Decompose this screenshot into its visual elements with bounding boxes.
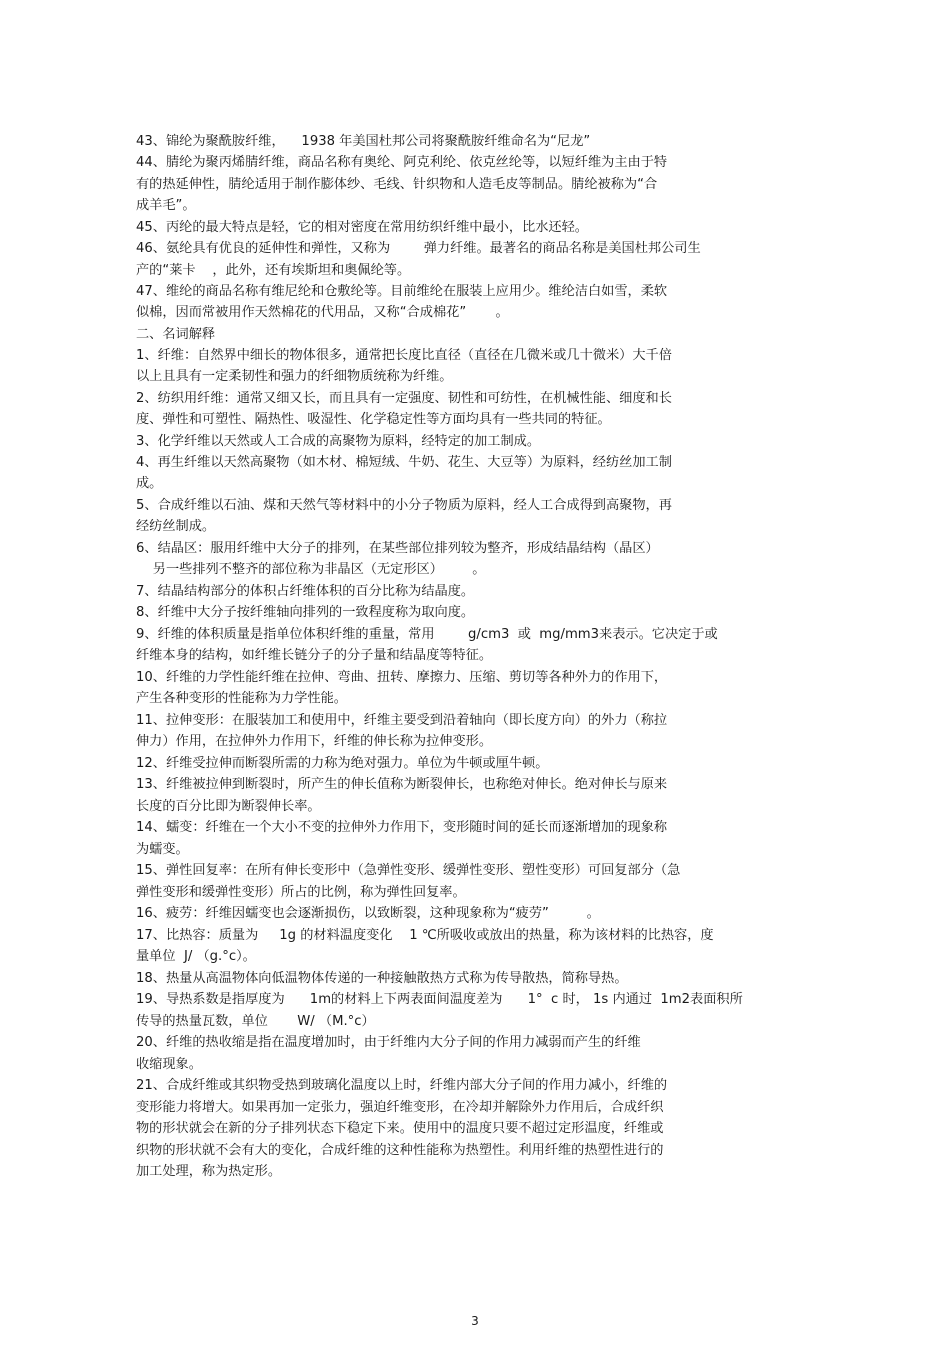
text-line: 弹性变形和缓弹性变形）所占的比例，称为弹性回复率。	[136, 885, 466, 900]
text-line: 47、维纶的商品名称有维尼纶和仓敷纶等。目前维纶在服装上应用少。维纶洁白如雪，柔软	[136, 284, 668, 299]
text-line: 15、弹性回复率：在所有伸长变形中（急弹性变形、缓弹性变形、塑性变形）可回复部分（急	[136, 863, 681, 878]
text-line: 13、纤维被拉伸到断裂时，所产生的伸长值称为断裂伸长，也称绝对伸长。绝对伸长与原来	[136, 777, 668, 792]
text-line: 5、合成纤维以石油、煤和天然气等材料中的小分子物质为原料，经人工合成得到高聚物，再	[136, 498, 672, 513]
text-line: 17、比热容：质量为 1g 的材料温度变化 1 ℃所吸收或放出的热量，称为该材料的比热容，度	[136, 928, 714, 943]
text-line: 另一些排列不整齐的部位称为非晶区（无定形区） 。	[136, 562, 486, 577]
text-line: 成。	[136, 476, 163, 491]
text-line: 4、再生纤维以天然高聚物（如木材、棉短绒、牛奶、花生、大豆等）为原料，经纺丝加工制	[136, 455, 672, 470]
text-line: 以上且具有一定柔韧性和强力的纤细物质统称为纤维。	[136, 369, 453, 384]
text-line: 为蠕变。	[136, 842, 189, 857]
text-line: 2、纺织用纤维：通常又细又长，而且具有一定强度、韧性和可纺性，在机械性能、细度和长	[136, 391, 672, 406]
text-line: 7、结晶结构部分的体积占纤维体积的百分比称为结晶度。	[136, 584, 475, 599]
text-line: 长度的百分比即为断裂伸长率。	[136, 799, 321, 814]
text-line: 11、拉伸变形：在服装加工和使用中，纤维主要受到沿着轴向（即长度方向）的外力（称拉	[136, 713, 668, 728]
text-line: 10、纤维的力学性能纤维在拉伸、弯曲、扭转、摩擦力、压缩、剪切等各种外力的作用下，	[136, 670, 668, 685]
text-line: 成羊毛”。	[136, 198, 196, 213]
text-line: 16、疲劳：纤维因蠕变也会逐渐损伤，以致断裂，这种现象称为“疲劳” 。	[136, 906, 600, 921]
text-line: 12、纤维受拉伸而断裂所需的力称为绝对强力。单位为牛顿或厘牛顿。	[136, 756, 549, 771]
text-line: 二、名词解释	[136, 327, 216, 342]
text-line: 传导的热量瓦数，单位 W/ （M.°c）	[136, 1014, 375, 1029]
text-line: 19、导热系数是指厚度为 1m的材料上下两表面间温度差为 1° c 时， 1s 内通过 1m2表面积所	[136, 992, 743, 1007]
text-line: 21、合成纤维或其织物受热到玻璃化温度以上时，纤维内部大分子间的作用力减小，纤维的	[136, 1078, 668, 1093]
text-line: 14、蠕变：纤维在一个大小不变的拉伸外力作用下，变形随时间的延长而逐渐增加的现象称	[136, 820, 668, 835]
text-line: 量单位 J/ （g.°c）。	[136, 949, 256, 964]
page-number: 3	[471, 1314, 479, 1328]
text-line: 18、热量从高温物体向低温物体传递的一种接触散热方式称为传导散热，简称导热。	[136, 971, 628, 986]
text-line: 45、丙纶的最大特点是轻，它的相对密度在常用纺织纤维中最小，比水还轻。	[136, 220, 588, 235]
text-line: 似棉，因而常被用作天然棉花的代用品，又称“合成棉花” 。	[136, 305, 509, 320]
text-line: 纤维本身的结构，如纤维长链分子的分子量和结晶度等特征。	[136, 648, 493, 663]
text-line: 织物的形状就不会有大的变化，合成纤维的这种性能称为热塑性。利用纤维的热塑性进行的	[136, 1143, 664, 1158]
text-line: 44、腈纶为聚丙烯腈纤维，商品名称有奥纶、阿克利纶、依克丝纶等，以短纤维为主由于特	[136, 155, 668, 170]
text-line: 物的形状就会在新的分子排列状态下稳定下来。使用中的温度只要不超过定形温度，纤维或	[136, 1121, 664, 1136]
text-line: 伸力）作用，在拉伸外力作用下，纤维的伸长称为拉伸变形。	[136, 734, 493, 749]
text-line: 产的“莱卡 ，此外，还有埃斯坦和奥佩纶等。	[136, 263, 411, 278]
text-line: 经纺丝制成。	[136, 519, 216, 534]
text-line: 1、纤维：自然界中细长的物体很多，通常把长度比直径（直径在几微米或几十微米）大千倍	[136, 348, 672, 363]
text-line: 3、化学纤维以天然或人工合成的高聚物为原料，经特定的加工制成。	[136, 434, 541, 449]
text-line: 46、氨纶具有优良的延伸性和弹性，又称为 弹力纤维。最著名的商品名称是美国杜邦公司生	[136, 241, 701, 256]
text-line: 8、纤维中大分子按纤维轴向排列的一致程度称为取向度。	[136, 605, 475, 620]
text-line: 加工处理，称为热定形。	[136, 1164, 282, 1179]
text-line: 有的热延伸性，腈纶适用于制作膨体纱、毛线、针织物和人造毛皮等制品。腈纶被称为“合	[136, 177, 658, 192]
text-line: 产生各种变形的性能称为力学性能。	[136, 691, 347, 706]
text-line: 变形能力将增大。如果再加一定张力，强迫纤维变形，在冷却并解除外力作用后，合成纤织	[136, 1100, 664, 1115]
text-line: 43、锦纶为聚酰胺纤维， 1938 年美国杜邦公司将聚酰胺纤维命名为“尼龙”	[136, 134, 591, 149]
text-line: 20、纤维的热收缩是指在温度增加时，由于纤维内大分子间的作用力减弱而产生的纤维	[136, 1035, 641, 1050]
text-line: 9、纤维的体积质量是指单位体积纤维的重量，常用 g/cm3 或 mg/mm3来表示。它决定于或	[136, 627, 718, 642]
text-line: 度、弹性和可塑性、隔热性、吸湿性、化学稳定性等方面均具有一些共同的特征。	[136, 412, 611, 427]
text-line: 收缩现象。	[136, 1057, 202, 1072]
text-line: 6、结晶区：服用纤维中大分子的排列，在某些部位排列较为整齐，形成结晶结构（晶区）	[136, 541, 659, 556]
